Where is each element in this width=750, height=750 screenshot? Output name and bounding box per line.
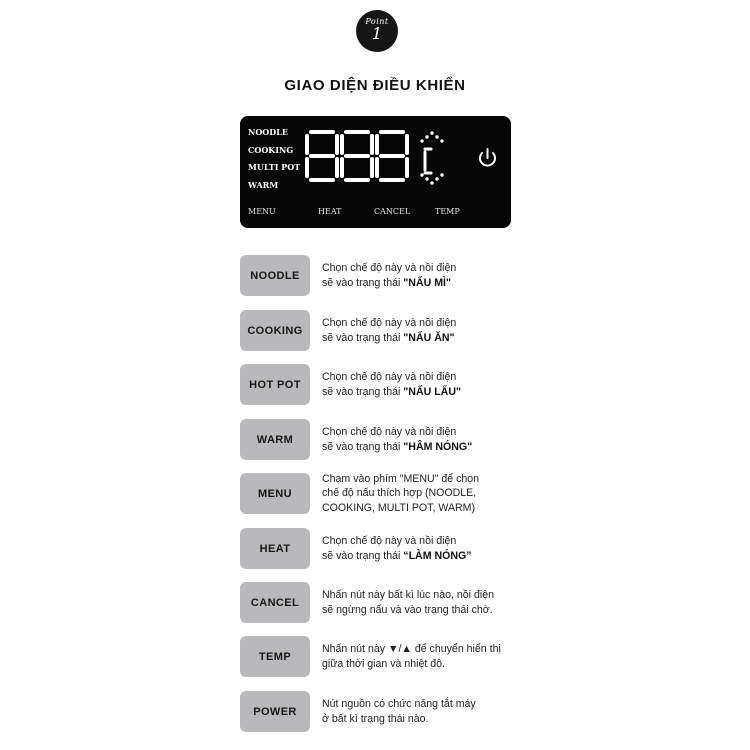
power-icon: [480, 149, 495, 166]
description-text: sẽ vào trạng thái: [322, 549, 404, 562]
badge-word: Point: [365, 17, 389, 26]
panel-key-heat: HEAT: [318, 207, 342, 216]
button-menu[interactable]: MENU: [240, 473, 310, 514]
description-text: Nhấn nút này bất kì lúc nào, nồi điện: [322, 589, 494, 601]
description-text: Chọn chế độ này và nồi điện: [322, 371, 457, 383]
button-power[interactable]: POWER: [240, 691, 310, 732]
description-text: sẽ vào trạng thái: [322, 276, 404, 289]
description-noodle: [322, 261, 522, 290]
point-badge: [356, 10, 398, 52]
description-emphasis: "NẤU LẨU": [403, 385, 461, 398]
description-line: [322, 472, 522, 487]
description-line: [322, 501, 522, 516]
seven-segment-digits: [307, 132, 407, 180]
led-down-indicator-icon: [420, 173, 443, 184]
description-line: [322, 603, 522, 618]
description-text: Nhấn nút này ▼/▲ để chuyển hiển thị: [322, 643, 501, 655]
description-emphasis: "HÂM NÓNG": [403, 440, 473, 453]
panel-mode-warm: WARM: [248, 180, 279, 190]
panel-mode-cooking: COOKING: [248, 145, 294, 155]
description-line: [322, 549, 522, 564]
description-text: COOKING, MULTI POT, WARM): [322, 501, 476, 514]
led-up-indicator-icon: [420, 131, 443, 142]
description-temp: [322, 642, 522, 671]
description-line: [322, 697, 522, 712]
led-digit: [307, 132, 337, 180]
description-line: [322, 534, 522, 549]
button-cooking[interactable]: COOKING: [240, 310, 310, 351]
badge-number: 1: [371, 24, 383, 43]
description-line: [322, 331, 522, 346]
button-heat[interactable]: HEAT: [240, 528, 310, 569]
page-title: GIAO DIỆN ĐIỀU KHIỂN: [284, 77, 466, 94]
description-text: giữa thời gian và nhiệt độ.: [322, 657, 445, 670]
description-cancel: [322, 588, 522, 617]
description-text: sẽ vào trạng thái: [322, 385, 404, 398]
description-line: [322, 440, 522, 455]
description-text: Chọn chế độ này và nồi điện: [322, 317, 457, 329]
led-digit: [342, 132, 372, 180]
led-unit-c: [425, 149, 431, 173]
description-line: [322, 657, 522, 672]
button-warm[interactable]: WARM: [240, 419, 310, 460]
description-text: Chạm vào phím "MENU" để chọn: [322, 472, 480, 485]
description-line: [322, 261, 522, 276]
description-line: [322, 642, 522, 657]
description-line: [322, 588, 522, 603]
panel-mode-noodle: NOODLE: [248, 127, 288, 137]
panel-key-menu: MENU: [248, 207, 276, 216]
description-line: [322, 486, 522, 501]
description-menu: [322, 472, 522, 516]
description-line: [322, 316, 522, 331]
description-text: Chọn chế độ này và nồi điện: [322, 262, 457, 274]
control-panel: [240, 116, 511, 228]
description-emphasis: "NẤU ĂN": [403, 331, 455, 344]
description-hot-pot: [322, 370, 522, 399]
button-temp[interactable]: TEMP: [240, 636, 310, 677]
description-line: [322, 385, 522, 400]
description-cooking: [322, 316, 522, 345]
button-cancel[interactable]: CANCEL: [240, 582, 310, 623]
description-text: Chọn chế độ này và nồi điện: [322, 535, 457, 547]
panel-key-temp: TEMP: [435, 207, 460, 216]
button-hot-pot[interactable]: HOT POT: [240, 364, 310, 405]
description-line: [322, 370, 522, 385]
description-text: chế độ nấu thích hợp (NOODLE,: [322, 487, 477, 500]
description-emphasis: “LÀM NÓNG”: [403, 549, 472, 562]
description-text: ở bất kì trạng thái nào.: [322, 712, 429, 725]
description-text: sẽ vào trạng thái: [322, 440, 404, 453]
description-power: [322, 697, 522, 726]
led-digit: [377, 132, 407, 180]
description-line: [322, 276, 522, 291]
button-noodle[interactable]: NOODLE: [240, 255, 310, 296]
description-text: sẽ vào trạng thái: [322, 331, 404, 344]
description-text: Chọn chế độ này và nồi điện: [322, 426, 457, 438]
description-text: sẽ ngừng nấu và vào trạng thái chờ.: [322, 603, 493, 616]
panel-key-cancel: CANCEL: [374, 207, 411, 216]
description-emphasis: "NẤU MÌ": [403, 276, 451, 289]
description-line: [322, 712, 522, 727]
panel-mode-multi-pot: MULTI POT: [248, 162, 301, 172]
description-text: Nút nguồn có chức năng tắt máy: [322, 698, 476, 710]
description-warm: [322, 425, 522, 454]
description-heat: [322, 534, 522, 563]
description-line: [322, 425, 522, 440]
